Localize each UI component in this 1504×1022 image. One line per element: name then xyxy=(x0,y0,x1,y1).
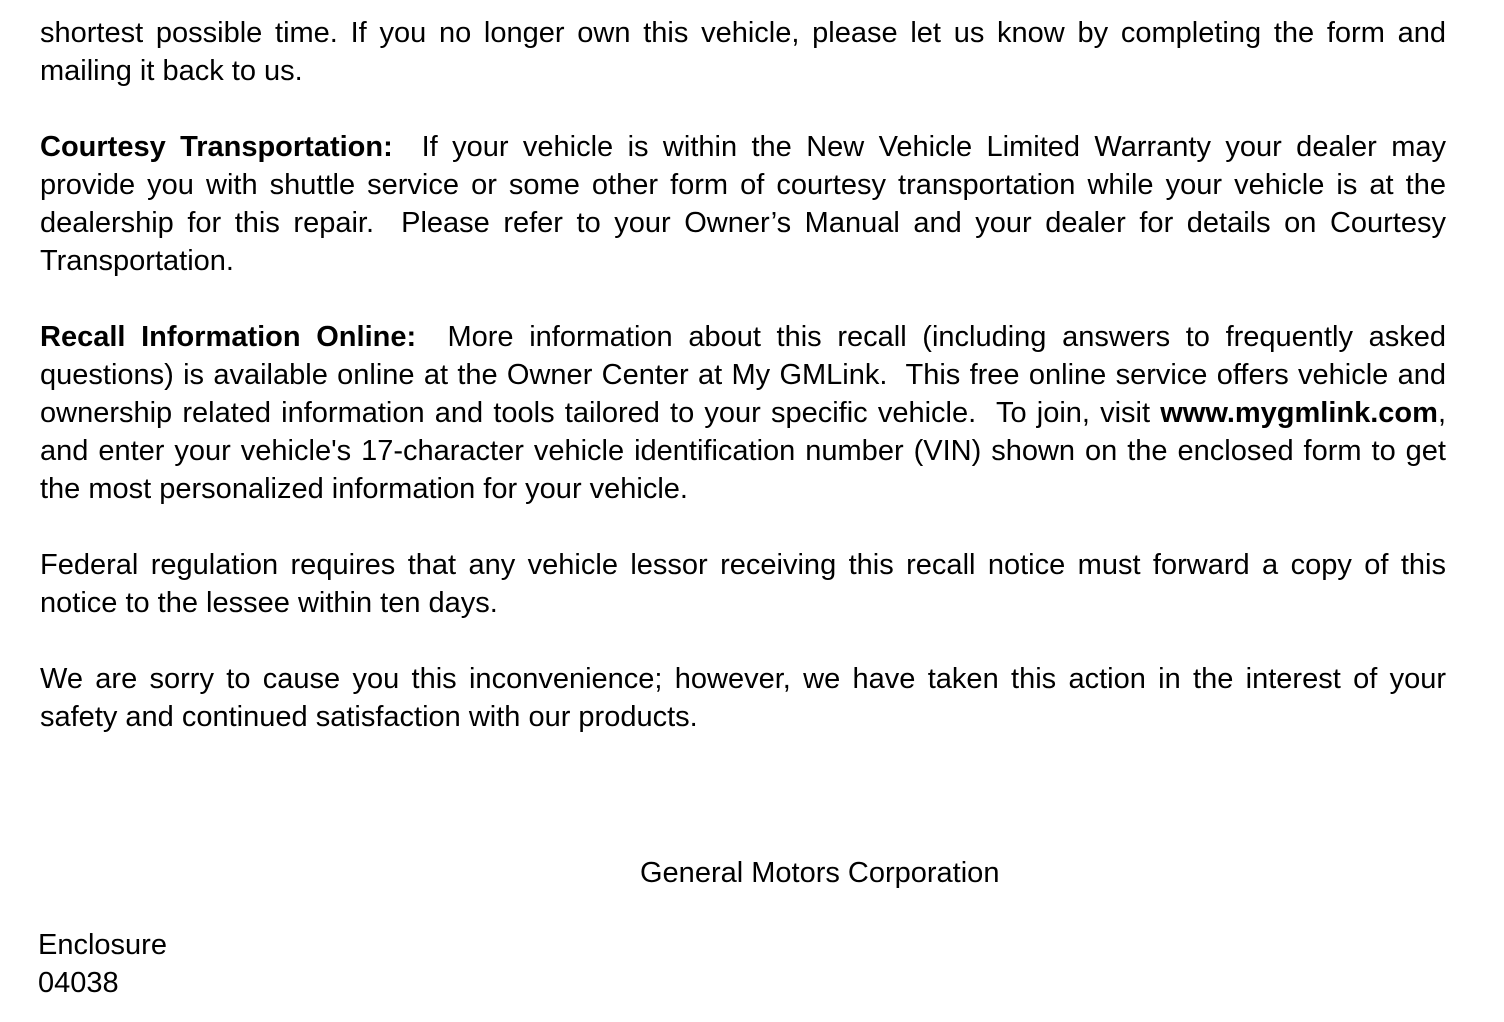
recall-information-text-before-url: More information about this recall (including answers to frequently asked questions) is available online at the Owner Center at My GMLink. This free online service offers vehicle and ownership related information and tools tailored to your specific vehicle. To join, visit xyxy=(40,321,1455,429)
mygmlink-url[interactable]: www.mygmlink.com xyxy=(1160,397,1438,429)
federal-regulation-text: Federal regulation requires that any vehicle lessor receiving this recall notice must forward a copy of this notice to the lessee within ten days. xyxy=(40,549,1446,619)
letter-body xyxy=(40,14,1455,736)
recall-information-heading: Recall Information Online: xyxy=(40,321,417,353)
enclosure-label: Enclosure xyxy=(38,929,167,961)
signature-company: General Motors Corporation xyxy=(640,857,1000,889)
intro-paragraph xyxy=(40,14,1446,90)
apology-text: We are sorry to cause you this inconvenience; however, we have taken this action in the interest of your safety and continued satisfaction with our products. xyxy=(40,663,1446,733)
intro-text: shortest possible time. If you no longer own this vehicle, please let us know by completing the form and mailing it back to us. xyxy=(40,17,1446,87)
apology-paragraph xyxy=(40,660,1446,736)
courtesy-transportation-text: If your vehicle is within the New Vehicle Limited Warranty your dealer may provide you with shuttle service or some other form of courtesy transportation while your vehicle is at the dealership for this repair. Please refer to your Owner’s Manual and your dealer for details on Courtesy Transportation. xyxy=(40,131,1455,277)
federal-regulation-paragraph xyxy=(40,546,1446,622)
courtesy-transportation-heading: Courtesy Transportation: xyxy=(40,131,393,163)
enclosure-block xyxy=(38,926,167,1002)
recall-information-text-after-url: , and enter your vehicle's 17-character vehicle identification number (VIN) shown on the enclosed form to get the most personalized information for your vehicle. xyxy=(40,397,1446,505)
enclosure-code: 04038 xyxy=(38,967,119,999)
courtesy-transportation-paragraph xyxy=(40,128,1455,280)
recall-information-paragraph xyxy=(40,318,1455,508)
